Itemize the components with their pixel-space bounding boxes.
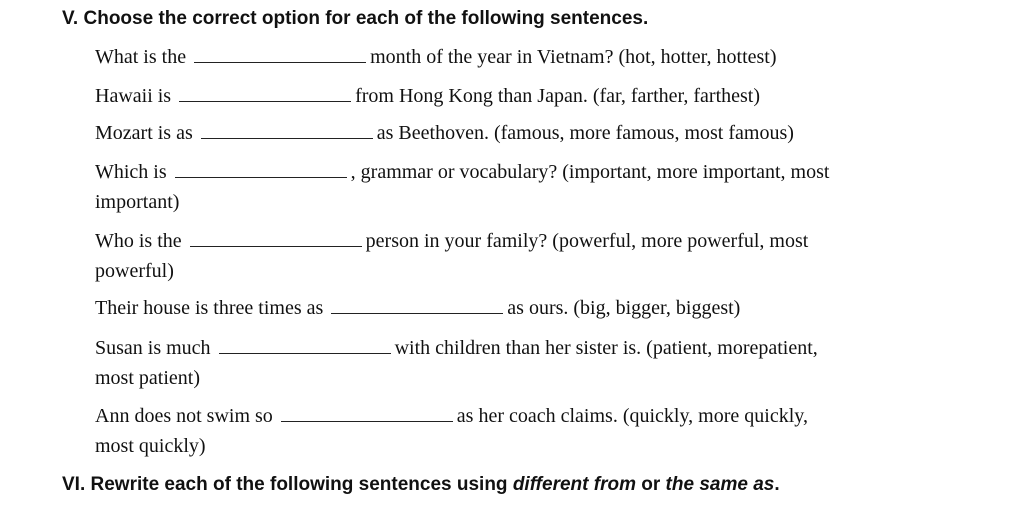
question-1-before: What is the	[95, 46, 187, 68]
answer-blank-3[interactable]	[201, 137, 373, 139]
question-4	[95, 161, 829, 184]
question-5-after: person in your family? (powerful, more powerful, most	[365, 230, 809, 252]
question-2-before: Hawaii is	[95, 85, 172, 107]
question-3-before: Mozart is as	[95, 122, 193, 144]
question-8-before: Ann does not swim so	[95, 405, 273, 427]
question-8	[95, 405, 808, 428]
answer-blank-7[interactable]	[219, 352, 391, 354]
question-8-after: as her coach claims. (quickly, more quickly,	[456, 405, 808, 427]
question-5-continuation: powerful)	[95, 260, 174, 282]
answer-blank-1[interactable]	[194, 61, 366, 63]
question-7	[95, 337, 818, 360]
question-8-continuation: most quickly)	[95, 435, 206, 457]
question-1	[95, 46, 777, 69]
question-4-after: , grammar or vocabulary? (important, more important, most	[350, 161, 830, 183]
answer-blank-6[interactable]	[331, 312, 503, 314]
question-5	[95, 230, 808, 253]
question-6-after: as ours. (big, bigger, biggest)	[507, 297, 741, 319]
section-6-heading-em1: different from	[512, 474, 636, 495]
question-4-before: Which is	[95, 161, 167, 183]
answer-blank-8[interactable]	[281, 420, 453, 422]
section-6-heading-mid: or	[635, 474, 666, 495]
question-6	[95, 297, 740, 320]
section-6-heading-prefix: VI. Rewrite each of the following sentences using	[62, 474, 513, 495]
section-6-heading-suffix: .	[774, 474, 780, 495]
question-7-after: with children than her sister is. (patient, morepatient,	[394, 337, 818, 359]
question-4-continuation: important)	[95, 191, 180, 213]
question-3	[95, 122, 794, 145]
question-6-before: Their house is three times as	[95, 297, 324, 319]
question-5-before: Who is the	[95, 230, 182, 252]
question-2-after: from Hong Kong than Japan. (far, farther, farthest)	[355, 85, 761, 107]
section-6-heading-em2: the same as	[665, 474, 775, 495]
question-3-after: as Beethoven. (famous, more famous, most famous)	[376, 122, 794, 144]
answer-blank-2[interactable]	[179, 100, 351, 102]
question-7-before: Susan is much	[95, 337, 211, 359]
question-7-continuation: most patient)	[95, 367, 200, 389]
section-5-heading: V. Choose the correct option for each of the following sentences.	[62, 8, 649, 29]
answer-blank-5[interactable]	[190, 245, 362, 247]
question-1-after: month of the year in Vietnam? (hot, hotter, hottest)	[370, 46, 777, 68]
answer-blank-4[interactable]	[175, 176, 347, 178]
question-2	[95, 85, 760, 108]
section-6-heading	[62, 474, 780, 496]
